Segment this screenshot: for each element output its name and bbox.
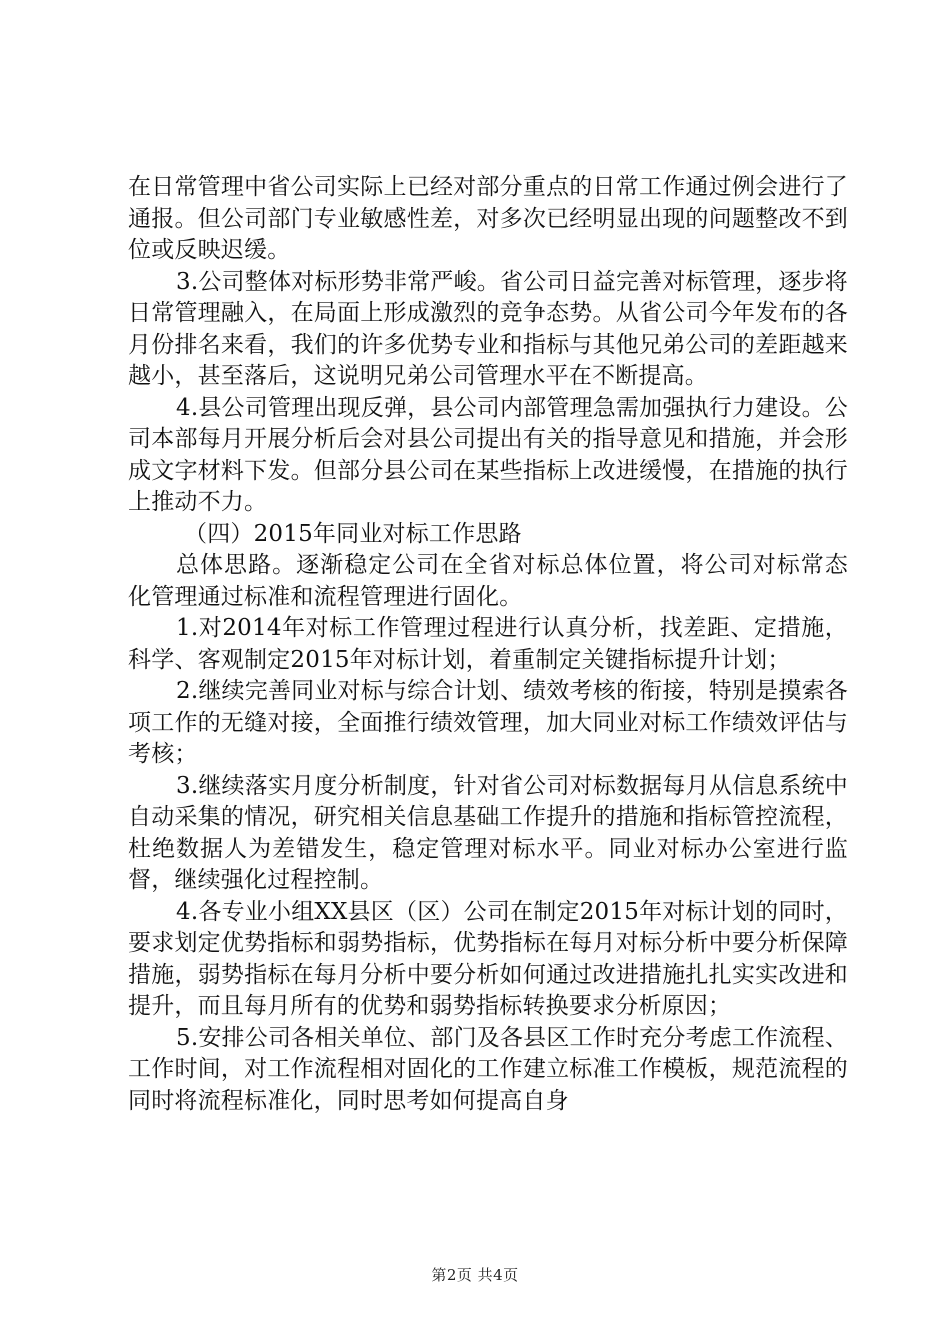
paragraph-plan-2: 2.继续完善同业对标与综合计划、绩效考核的衔接，特别是摸索各项工作的无缝对接，全面推行绩效管理，加大同业对标工作绩效评估与考核；: [128, 678, 848, 767]
page-footer: [0, 1264, 950, 1285]
paragraph-plan-1: 1.对2014年对标工作管理过程进行认真分析，找差距、定措施，科学、客观制定2015年对标计划，着重制定关键指标提升计划；: [128, 615, 848, 673]
paragraph-item-4: 4.县公司管理出现反弹，县公司内部管理急需加强执行力建设。公司本部每月开展分析后会对县公司提出有关的指导意见和措施，并会形成文字材料下发。但部分县公司在某些指标上改进缓慢，在措施的执行上推动不力。: [128, 394, 848, 515]
paragraph-plan-5: 5.安排公司各相关单位、部门及各县区工作时充分考虑工作流程、工作时间，对工作流程相对固化的工作建立标准工作模板，规范流程的同时将流程标准化，同时思考如何提高自身: [128, 1024, 848, 1114]
section-heading: （四）2015年同业对标工作思路: [184, 520, 522, 547]
paragraph-plan-4: 4.各专业小组XX县区（区）公司在制定2015年对标计划的同时，要求划定优势指标和弱势指标，优势指标在每月对标分析中要分析保障措施，弱势指标在每月分析中要分析如何通过改进措施扎扎实实改进和提升，而且每月所有的优势和弱势指标转换要求分析原因；: [128, 898, 848, 1019]
page-number: 第2页 共4页: [431, 1266, 519, 1284]
paragraph-continuation: 在日常管理中省公司实际上已经对部分重点的日常工作通过例会进行了通报。但公司部门专业敏感性差，对多次已经明显出现的问题整改不到位或反映迟缓。: [128, 174, 848, 263]
paragraph-item-3: 3.公司整体对标形势非常严峻。省公司日益完善对标管理，逐步将日常管理融入，在局面上形成激烈的竞争态势。从省公司今年发布的各月份排名来看，我们的许多优势专业和指标与其他兄弟公司的差距越来越小，甚至落后，这说明兄弟公司管理水平在不断提高。: [128, 268, 848, 389]
paragraph-plan-3: 3.继续落实月度分析制度，针对省公司对标数据每月从信息系统中自动采集的情况，研究相关信息基础工作提升的措施和指标管控流程，杜绝数据人为差错发生，稳定管理对标水平。同业对标办公室进行监督，继续强化过程控制。: [128, 772, 848, 893]
paragraph-summary: 总体思路。逐渐稳定公司在全省对标总体位置，将公司对标常态化管理通过标准和流程管理进行固化。: [128, 552, 848, 610]
document-body: [128, 172, 848, 1117]
